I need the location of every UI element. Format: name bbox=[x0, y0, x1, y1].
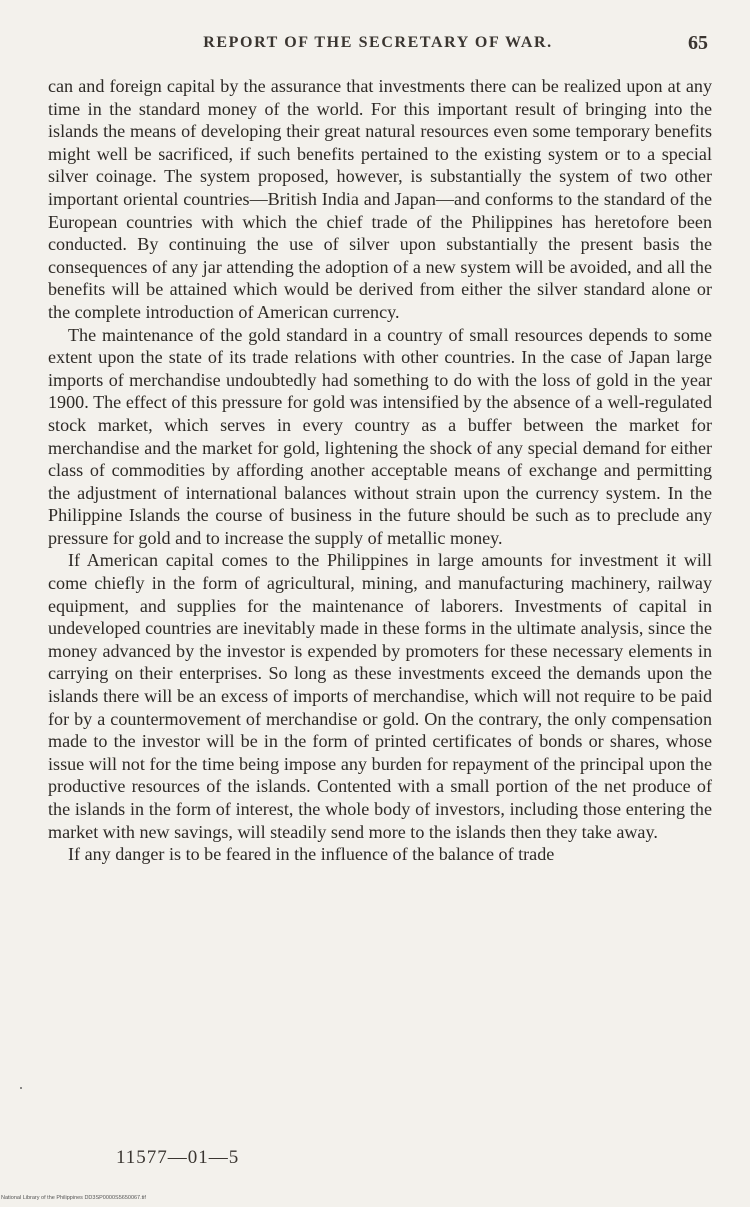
paragraph-2: The maintenance of the gold standard in a country of small resources depends to some extent upon the state of its trade relations with other countries. In the case of Japan large imports of merchandise undoubtedly had something to do with the loss of gold in the year 1900. The effect of this pressure for gold was intensified by the absence of a well-regulated stock market, which serves in every country as a buffer between the market for merchandise and the market for gold, lightening the shock of any special demand for either class of commodities by affording another acceptable means of exchange and permitting the adjustment of international balances without strain upon the currency system. In the Philippine Islands the course of business in the future should be such as to preclude any pressure for gold and to increase the supply of metallic money. bbox=[48, 324, 712, 548]
body-text bbox=[48, 75, 712, 866]
paragraph-4: If any danger is to be feared in the influence of the balance of trade bbox=[68, 844, 555, 865]
page-number: 65 bbox=[688, 32, 708, 54]
scan-speck bbox=[20, 1087, 22, 1089]
paragraph-3: If American capital comes to the Philippines in large amounts for investment it will come chiefly in the form of agricultural, mining, and manufacturing machinery, railway equipment, and supplies for the maintenance of laborers. Investments of capital in undeveloped countries are inevitably made in these forms in the ultimate analysis, since the money advanced by the investor is expended by promoters for these necessary elements in carrying on their enterprises. So long as these investments exceed the demands upon the islands there will be an excess of imports of merchandise, which will not require to be paid for by a countermovement of merchandise or gold. On the contrary, the only compensation made to the investor will be in the form of printed certificates of bonds or shares, whose issue will not for the time being impose any burden for repayment of the principal upon the productive resources of the islands. Contented with a small portion of the net produce of the islands in the form of interest, the whole body of investors, including those entering the market with new savings, will steadily send more to the islands then they take away. bbox=[48, 550, 712, 842]
printer-signature: 11577—01—5 bbox=[116, 1147, 240, 1168]
running-header bbox=[48, 34, 708, 58]
paragraph-1: can and foreign capital by the assurance that investments there can be realized upon at any time in the standard money of the world. For this important result of bringing into the islands the means of developing their great natural resources even some temporary benefits might well be sacrificed, if such benefits pertained to the existing system or to a special silver coinage. The system proposed, however, is substantially the system of two other important oriental countries—British India and Japan—and conforms to the standard of the European countries with which the chief trade of the Philippines has heretofore been conducted. By continuing the use of silver upon substantially the present basis the consequences of any jar attending the adoption of a new system will be avoided, and all the benefits will be attained which would be derived from either the silver standard alone or the complete introduction of American currency. bbox=[48, 76, 712, 322]
library-watermark: National Library of the Philippines DD3SP0000S5650067.tif bbox=[1, 1195, 146, 1201]
running-title: REPORT OF THE SECRETARY OF WAR. bbox=[203, 34, 553, 51]
